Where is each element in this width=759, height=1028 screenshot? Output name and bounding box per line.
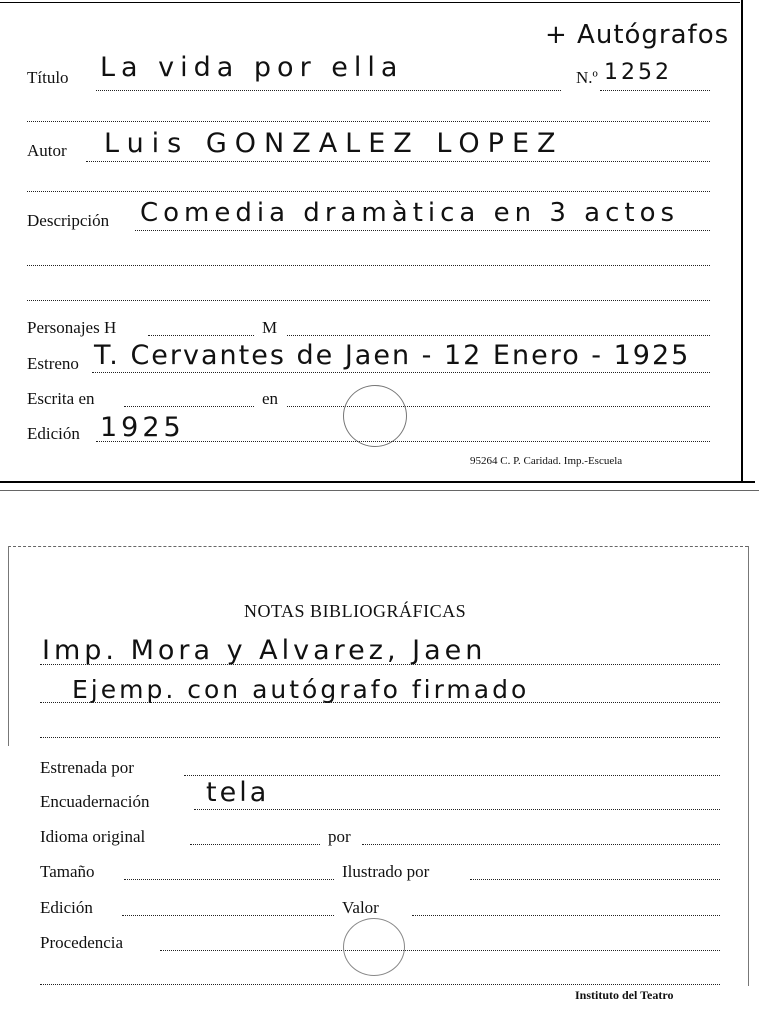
card-bottom-border — [0, 481, 755, 483]
card-top-border — [8, 546, 748, 547]
estreno-value: T. Cervantes de Jaen - 12 Enero - 1925 — [94, 340, 691, 371]
edicion-dotted-line-2 — [122, 915, 334, 916]
notes-dotted-line — [40, 737, 720, 738]
valor-label: Valor — [342, 898, 379, 917]
escrita-label: Escrita en — [27, 389, 95, 408]
idioma-dotted-line — [190, 844, 320, 845]
encuadernacion-dotted-line — [194, 809, 720, 810]
descripcion-dotted-line — [135, 230, 710, 231]
encuadernacion-label: Encuadernación — [40, 792, 150, 811]
tamano-label: Tamaño — [40, 862, 95, 881]
autor-value: Luis GONZALEZ LOPEZ — [104, 128, 564, 159]
edicion-dotted-line — [96, 441, 710, 442]
footer-institution: Instituto del Teatro — [575, 988, 674, 1002]
numero-label: N.º — [576, 68, 598, 87]
titulo-value: La vida por ella — [100, 52, 404, 83]
escrita-dotted-line — [124, 406, 254, 407]
titulo-label: Título — [27, 68, 69, 87]
blank-dotted-line — [27, 191, 710, 192]
stamp-circle-2 — [343, 918, 405, 976]
numero-value: 1252 — [604, 60, 672, 85]
blank-dotted-line — [27, 265, 710, 266]
estrenada-dotted-line — [184, 775, 720, 776]
card-right-border — [741, 0, 743, 482]
titulo-dotted-line — [96, 90, 561, 91]
estreno-dotted-line — [92, 372, 710, 373]
numero-dotted-line — [600, 90, 710, 91]
por-label: por — [328, 827, 351, 846]
personajes-h-dotted-line — [148, 335, 254, 336]
card-left-border — [8, 546, 9, 746]
valor-dotted-line — [412, 915, 720, 916]
autor-label: Autor — [27, 141, 67, 160]
ilustrado-label: Ilustrado por — [342, 862, 430, 881]
autografos-annotation: + Autógrafos — [545, 20, 730, 50]
estreno-label: Estreno — [27, 354, 79, 373]
blank-dotted-line — [27, 121, 710, 122]
notas-heading: NOTAS BIBLIOGRÁFICAS — [244, 601, 467, 621]
edicion-value: 1925 — [100, 412, 185, 443]
autor-dotted-line — [86, 161, 710, 162]
idioma-label: Idioma original — [40, 827, 146, 846]
estrenada-label: Estrenada por — [40, 758, 134, 777]
card-bottom-border-inner — [0, 490, 759, 491]
note-line-2: Ejemp. con autógrafo firmado — [72, 675, 530, 704]
personajes-m-label: M — [262, 318, 278, 337]
personajes-label: Personajes H — [27, 318, 117, 337]
edicion-label-2: Edición — [40, 898, 93, 917]
card-top-border — [0, 2, 740, 3]
stamp-circle — [343, 385, 407, 447]
escrita-en-label: en — [262, 389, 279, 408]
tamano-dotted-line — [124, 879, 334, 880]
ilustrado-dotted-line — [470, 879, 720, 880]
printer-mark: 95264 C. P. Caridad. Imp.-Escuela — [470, 455, 623, 467]
blank-dotted-line — [40, 984, 720, 985]
descripcion-value: Comedia dramàtica en 3 actos — [140, 198, 680, 228]
edicion-label: Edición — [27, 424, 80, 443]
note-line-1: Imp. Mora y Alvarez, Jaen — [42, 635, 487, 666]
encuadernacion-value: tela — [206, 777, 270, 808]
descripcion-label: Descripción — [27, 211, 110, 230]
procedencia-dotted-line — [160, 950, 720, 951]
card-right-border — [748, 546, 749, 986]
por-dotted-line — [362, 844, 720, 845]
procedencia-label: Procedencia — [40, 933, 124, 952]
blank-dotted-line — [27, 300, 710, 301]
personajes-m-dotted-line — [287, 335, 710, 336]
